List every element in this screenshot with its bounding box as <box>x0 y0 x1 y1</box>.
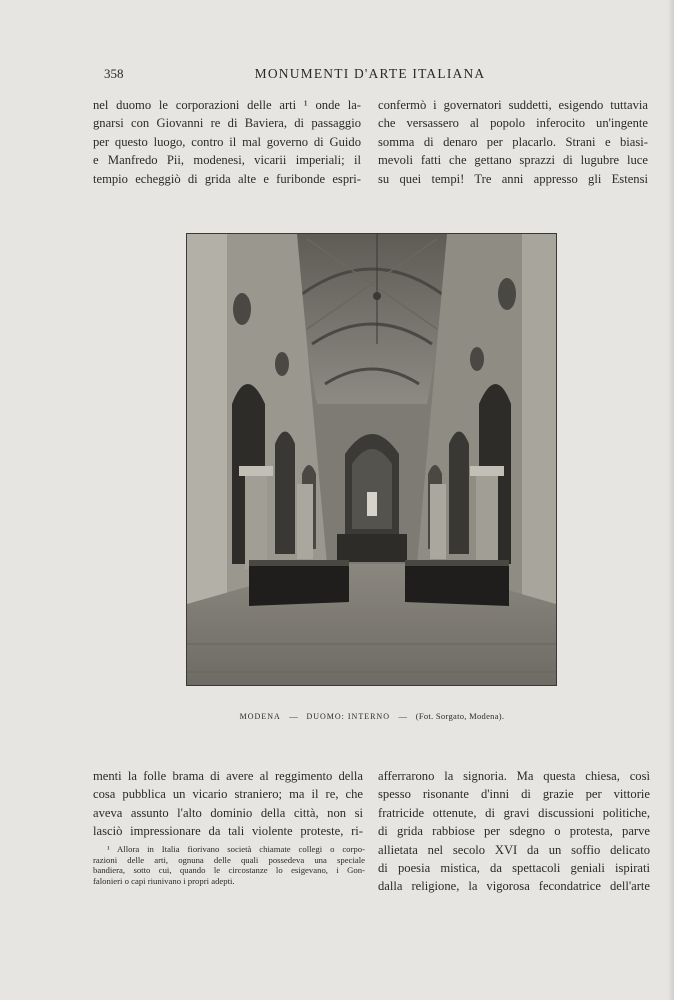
caption-dash: — <box>398 711 408 721</box>
text-line: lasciò impressionare da tali violente proteste, ri- <box>93 824 363 839</box>
text-line: cosa pubblica un vicario straniero; ma il re, che <box>93 787 363 802</box>
footnote-line: falonieri o capi riunivano i propri adepti. <box>93 875 235 886</box>
footnote-line: razioni delle arti, ognuna delle quali possedeva una speciale <box>93 854 365 865</box>
photo-caption <box>186 711 558 721</box>
text-line: aveva assunto l'alto dominio della città, non si <box>93 805 363 820</box>
text-line: gnarsi con Giovanni re di Baviera, di passaggio <box>93 116 361 131</box>
text-column-bottom-right <box>378 767 650 896</box>
text-column-top-left <box>93 96 361 188</box>
text-line: su quei tempi! Tre anni appresso gli Estensi <box>378 171 648 186</box>
text-line: allietata nel secolo XVI da un soffio delicato <box>378 842 650 857</box>
text-line: di poesia mistica, da spettacoli geniali ispirati <box>378 861 650 876</box>
text-line: dalla religione, la vigorosa fecondatrice dell'arte <box>378 879 650 894</box>
caption-subject: DUOMO: INTERNO <box>306 712 390 721</box>
text-line: tempio echeggiò di grida alte e furibonde espri- <box>93 171 361 186</box>
text-column-bottom-left <box>93 767 363 841</box>
cathedral-interior-photo <box>186 233 557 686</box>
text-column-top-right <box>378 96 648 188</box>
text-line: nel duomo le corporazioni delle arti ¹ onde la- <box>93 98 361 112</box>
caption-dash: — <box>289 711 298 721</box>
text-line: menti la folle brama di avere al reggimento della <box>93 769 363 783</box>
footnote-line: bandiera, sotto cui, quando le circostanze lo esigevano, i Gon- <box>93 865 365 876</box>
page-edge <box>668 0 674 1000</box>
text-line: somma di denaro per placarlo. Strani e biasi- <box>378 134 648 149</box>
text-line: fratricide ottenute, di gravi discussioni politiche, <box>378 805 650 820</box>
text-line: spesso risonante d'inni di grazie per vittorie <box>378 787 650 802</box>
text-line: afferrarono la signoria. Ma questa chiesa, così <box>378 769 650 783</box>
text-line: mevoli fatti che gettano sprazzi di lugubre luce <box>378 153 648 168</box>
caption-place: MODENA <box>239 712 281 721</box>
photo-drawing <box>187 234 556 685</box>
text-line: confermò i governatori suddetti, esigendo tuttavia <box>378 98 648 112</box>
page-number: 358 <box>104 66 124 81</box>
text-line: e Manfredo Pii, modenesi, vicarii imperiali; il <box>93 153 361 168</box>
text-line: che versassero al popolo inferocito un'ingente <box>378 116 648 131</box>
text-line: di grida rabbiose per sdegno o protesta, parve <box>378 824 650 839</box>
text-line: per questo luogo, contro il mal governo di Guido <box>93 134 361 149</box>
running-title: MONUMENTI D'ARTE ITALIANA <box>254 66 486 81</box>
footnote <box>93 844 365 886</box>
caption-credit: (Fot. Sorgato, Modena). <box>415 711 505 721</box>
footnote-line: ¹ Allora in Italia fiorivano società chiamate collegi o corpo- <box>107 844 365 854</box>
